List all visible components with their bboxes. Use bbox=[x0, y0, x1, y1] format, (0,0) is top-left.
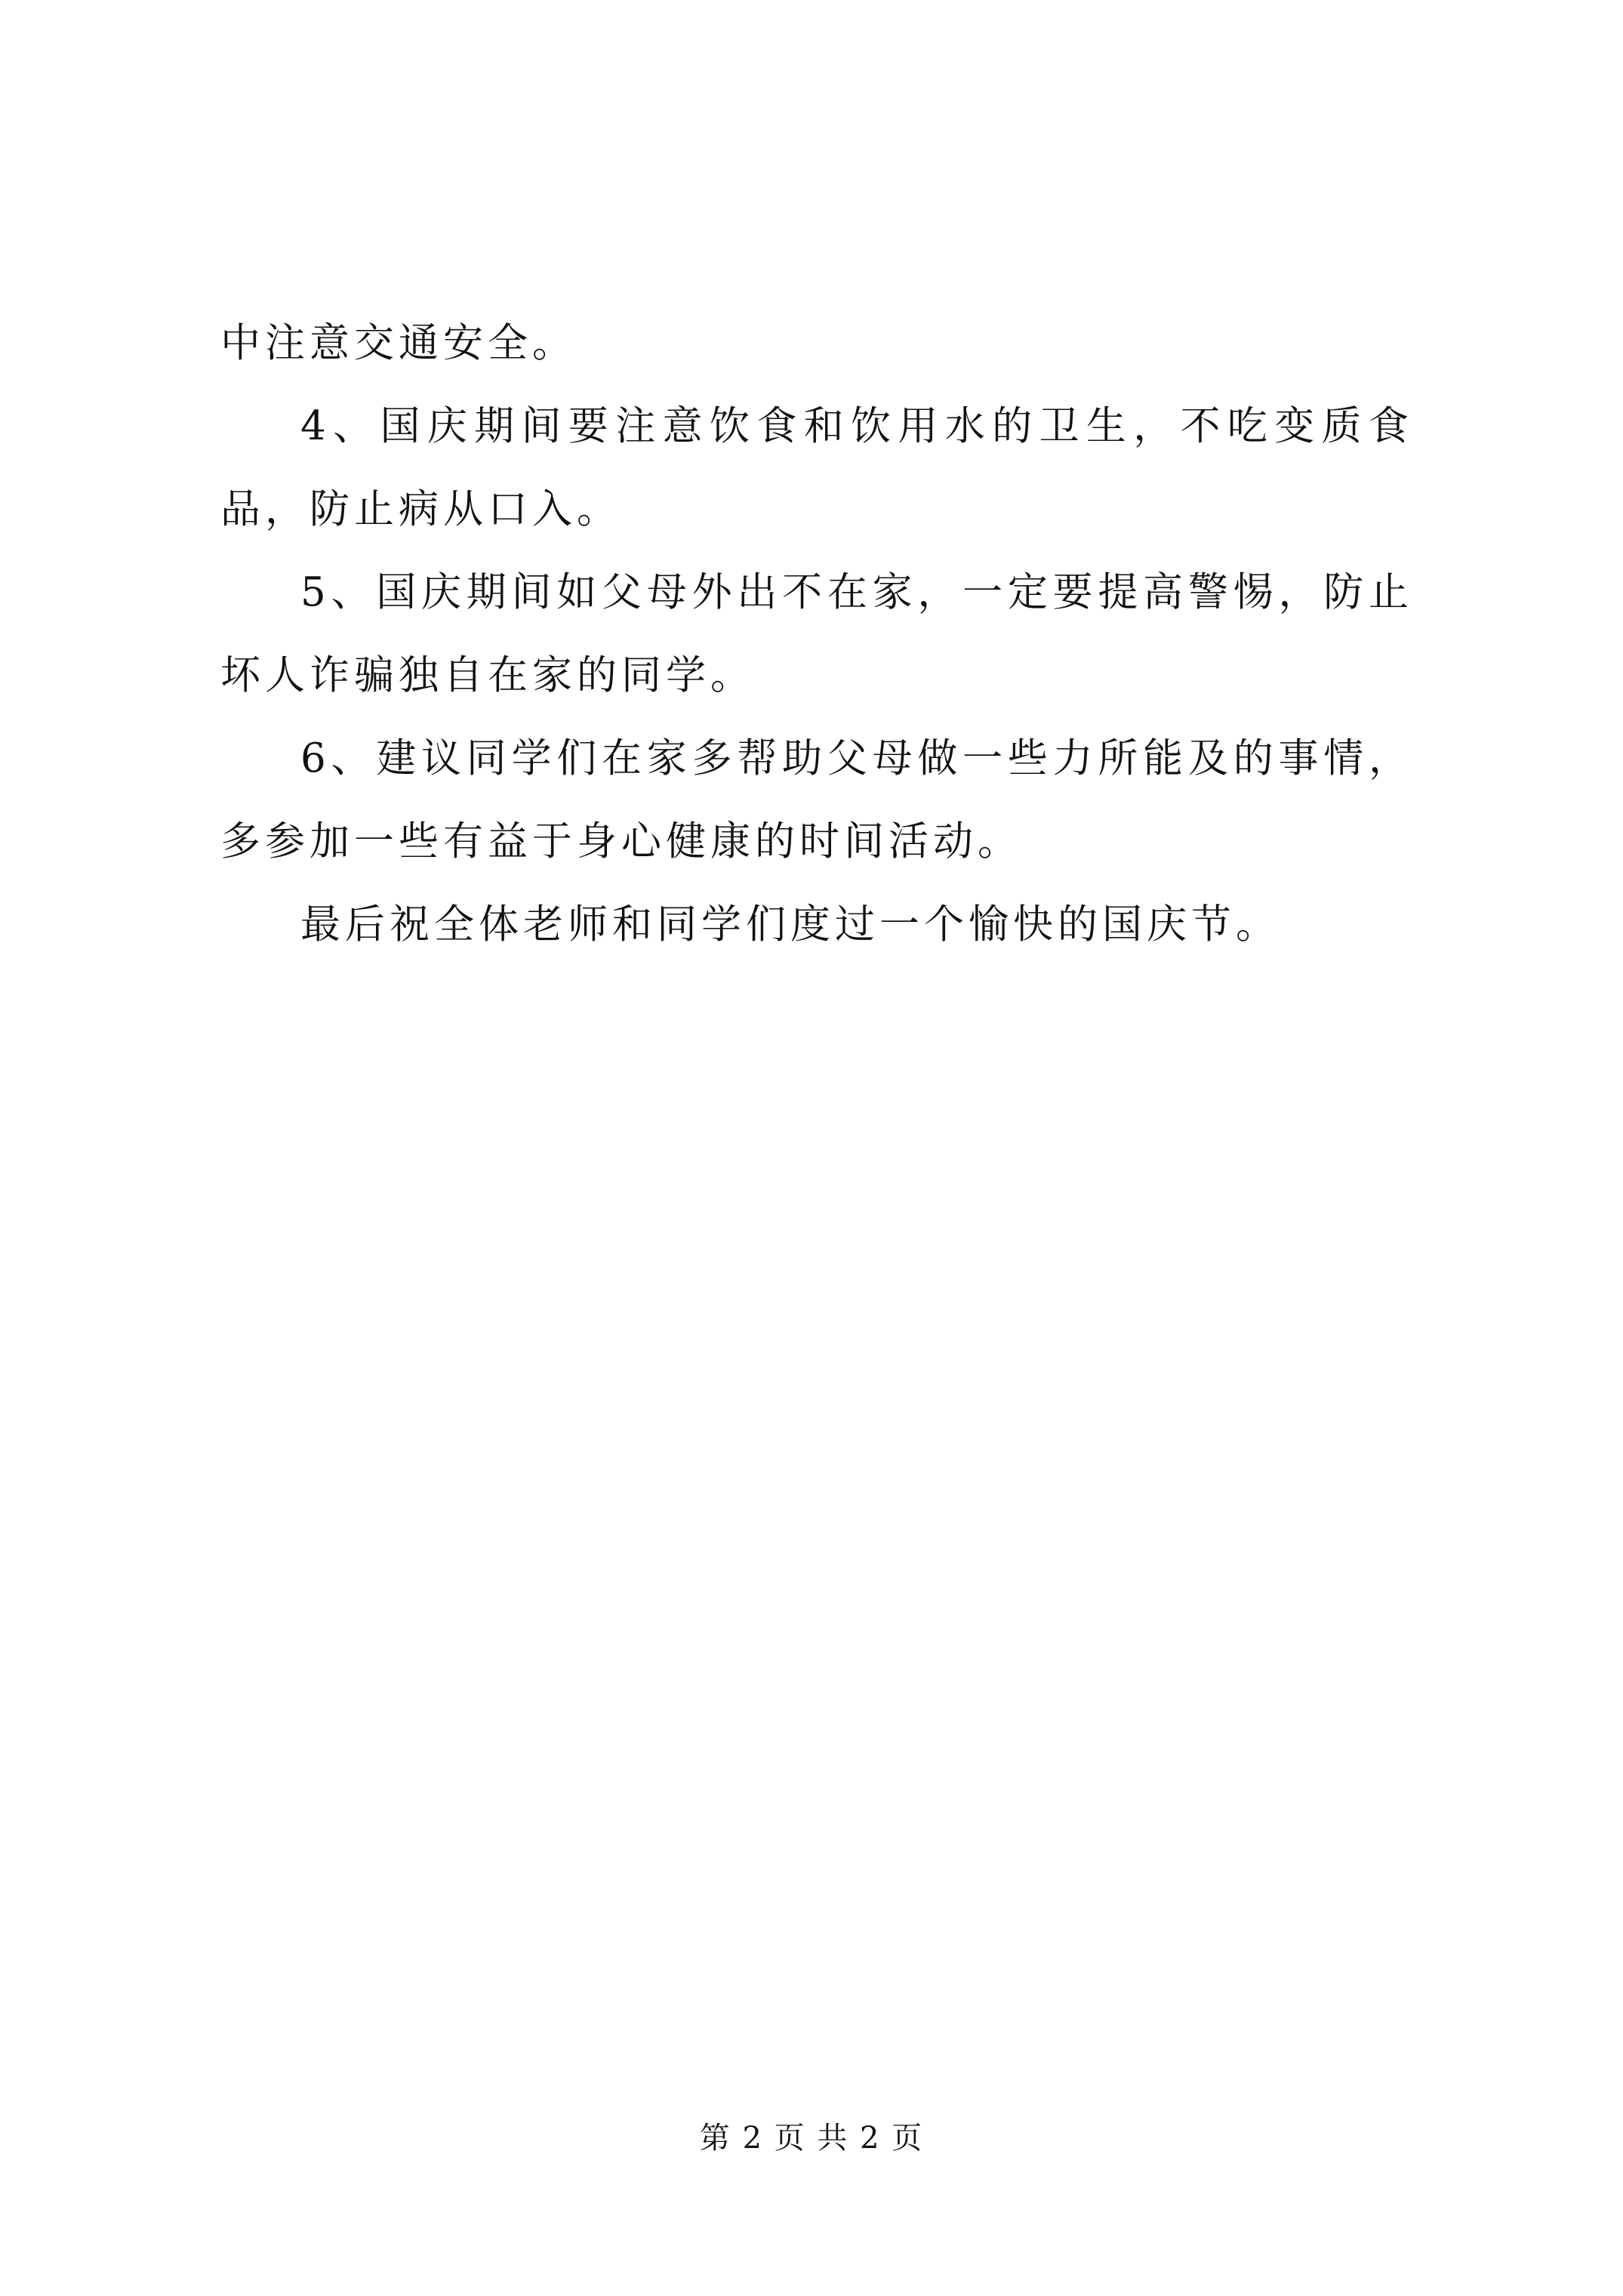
paragraph-continuation-traffic-safety: 中注意交通安全。 bbox=[220, 320, 577, 366]
document-body bbox=[220, 302, 1413, 966]
paragraph-closing-wishes: 最后祝全体老师和同学们度过一个愉快的国庆节。 bbox=[300, 901, 1280, 948]
page-number-footer: 第 2 页 共 2 页 bbox=[699, 2121, 924, 2156]
paragraph-item-5-home-alone-safety: 5、国庆期间如父母外出不在家，一定要提高警惕，防止坏人诈骗独自在家的同学。 bbox=[220, 569, 1413, 698]
paragraph-item-6-help-parents: 6、建议同学们在家多帮助父母做一些力所能及的事情，多参加一些有益于身心健康的时间活动。 bbox=[220, 735, 1413, 864]
paragraph-item-4-food-safety: 4、国庆期间要注意饮食和饮用水的卫生，不吃变质食品，防止病从口入。 bbox=[220, 403, 1413, 532]
